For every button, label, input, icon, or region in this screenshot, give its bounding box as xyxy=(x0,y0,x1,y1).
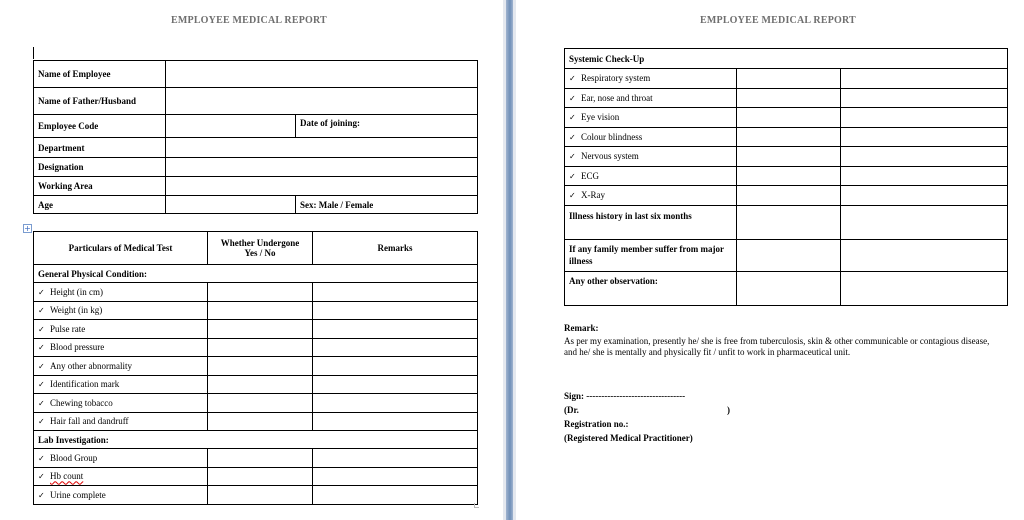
field-other-observation-remarks[interactable] xyxy=(841,271,1008,305)
systemic-test-status-cell[interactable] xyxy=(737,127,841,147)
systemic-test-label-cell xyxy=(565,147,737,167)
general-test-row xyxy=(34,412,478,431)
checkmark-icon: ✓ xyxy=(569,171,576,181)
label-working-area: Working Area xyxy=(34,177,166,196)
general-test-label-cell xyxy=(34,394,208,413)
employee-details-table xyxy=(33,60,478,214)
checkmark-icon: ✓ xyxy=(38,287,45,297)
page-corner-mark xyxy=(474,503,479,508)
label-father-husband: Name of Father/Husband xyxy=(34,88,166,115)
checkmark-icon: ✓ xyxy=(38,490,45,500)
general-test-status-cell[interactable] xyxy=(208,338,313,357)
field-illness-history-status[interactable] xyxy=(737,205,841,239)
general-test-status-cell[interactable] xyxy=(208,412,313,431)
systemic-test-remarks-cell[interactable] xyxy=(841,166,1008,186)
lab-test-status-cell[interactable] xyxy=(208,486,313,505)
lab-test-remarks-cell[interactable] xyxy=(313,449,478,468)
systemic-test-label: Nervous system xyxy=(581,151,639,162)
checkmark-icon: ✓ xyxy=(38,361,45,371)
checkmark-icon: ✓ xyxy=(569,191,576,201)
general-test-remarks-cell[interactable] xyxy=(313,357,478,376)
lab-test-label: Urine complete xyxy=(50,489,106,500)
systemic-items-group xyxy=(565,69,1008,206)
general-test-status-cell[interactable] xyxy=(208,375,313,394)
general-test-row xyxy=(34,301,478,320)
header-yes-no-label: Yes / No xyxy=(244,248,276,258)
general-test-row xyxy=(34,320,478,339)
table-move-handle-icon[interactable]: + xyxy=(24,224,31,233)
label-employee-name: Name of Employee xyxy=(34,61,166,88)
systemic-test-remarks-cell[interactable] xyxy=(841,186,1008,206)
label-other-observation: Any other observation: xyxy=(565,271,737,305)
field-family-illness-remarks[interactable] xyxy=(841,239,1008,271)
systemic-test-row xyxy=(565,127,1008,147)
systemic-test-label: Respiratory system xyxy=(581,73,651,84)
systemic-test-label-cell xyxy=(565,88,737,108)
systemic-test-status-cell[interactable] xyxy=(737,108,841,128)
systemic-checkup-table xyxy=(564,48,1008,306)
general-test-remarks-cell[interactable] xyxy=(313,394,478,413)
general-test-status-cell[interactable] xyxy=(208,320,313,339)
systemic-test-label: ECG xyxy=(581,170,599,181)
systemic-test-label-cell xyxy=(565,127,737,147)
systemic-test-status-cell[interactable] xyxy=(737,88,841,108)
label-sex[interactable]: Sex: Male / Female xyxy=(296,196,478,214)
general-test-remarks-cell[interactable] xyxy=(313,412,478,431)
section-general-physical: General Physical Condition: xyxy=(34,265,478,283)
lab-test-remarks-cell[interactable] xyxy=(313,486,478,505)
label-date-of-joining[interactable]: Date of joining: xyxy=(296,115,478,138)
checkmark-icon: ✓ xyxy=(569,74,576,84)
lab-test-status-cell[interactable] xyxy=(208,449,313,468)
systemic-test-label: Eye vision xyxy=(581,112,620,123)
field-department[interactable] xyxy=(166,138,478,158)
doctor-name-close: ) xyxy=(727,405,730,415)
field-other-observation-status[interactable] xyxy=(737,271,841,305)
header-remarks: Remarks xyxy=(313,232,478,265)
text-cursor xyxy=(33,47,34,59)
document-page-left xyxy=(0,0,503,520)
label-age: Age xyxy=(34,196,166,214)
checkmark-icon: ✓ xyxy=(569,132,576,142)
checkmark-icon: ✓ xyxy=(38,324,45,334)
systemic-test-status-cell[interactable] xyxy=(737,69,841,89)
registration-number[interactable]: Registration no.: xyxy=(564,419,629,429)
section-lab-investigation: Lab Investigation: xyxy=(34,431,478,449)
general-test-remarks-cell[interactable] xyxy=(313,283,478,302)
general-test-status-cell[interactable] xyxy=(208,301,313,320)
lab-test-row xyxy=(34,486,478,505)
label-illness-history: Illness history in last six months xyxy=(565,205,737,239)
general-test-label: Pulse rate xyxy=(50,323,86,334)
header-particulars: Particulars of Medical Test xyxy=(34,232,208,265)
systemic-test-label-cell xyxy=(565,186,737,206)
lab-test-row xyxy=(34,449,478,468)
lab-test-label-cell xyxy=(34,467,208,486)
document-page-right xyxy=(516,0,1024,520)
field-working-area[interactable] xyxy=(166,177,478,196)
doctor-name-open[interactable]: (Dr. xyxy=(564,405,579,415)
header-undergone-label: Whether Undergone xyxy=(220,238,300,248)
systemic-test-row xyxy=(565,108,1008,128)
systemic-test-row xyxy=(565,147,1008,167)
lab-items-group xyxy=(34,449,478,505)
checkmark-icon: ✓ xyxy=(38,453,45,463)
general-test-row xyxy=(34,357,478,376)
label-family-illness: If any family member suffer from major illness xyxy=(565,239,737,271)
checkmark-icon: ✓ xyxy=(38,343,45,353)
general-test-status-cell[interactable] xyxy=(208,357,313,376)
sign-line[interactable]: Sign: --------------------------------- xyxy=(564,391,686,401)
checkmark-icon: ✓ xyxy=(569,93,576,103)
systemic-test-remarks-cell[interactable] xyxy=(841,147,1008,167)
label-department: Department xyxy=(34,138,166,158)
general-test-label: Blood pressure xyxy=(50,342,105,353)
general-test-row xyxy=(34,338,478,357)
checkmark-icon: ✓ xyxy=(38,417,45,427)
systemic-test-label: Ear, nose and throat xyxy=(581,92,653,103)
checkmark-icon: ✓ xyxy=(38,306,45,316)
systemic-test-label-cell xyxy=(565,108,737,128)
systemic-test-row xyxy=(565,186,1008,206)
systemic-test-status-cell[interactable] xyxy=(737,147,841,167)
checkmark-icon: ✓ xyxy=(569,152,576,162)
field-family-illness-status[interactable] xyxy=(737,239,841,271)
general-items-group xyxy=(34,283,478,431)
general-test-remarks-cell[interactable] xyxy=(313,338,478,357)
systemic-test-remarks-cell[interactable] xyxy=(841,108,1008,128)
checkmark-icon: ✓ xyxy=(569,113,576,123)
remark-text: As per my examination, presently he/ she is free from tuberculosis, skin & other communicable or contagious disease, and he/ she is mentally and physically fit / unfit to work in pharmaceutical unit. xyxy=(564,336,990,357)
field-employee-code[interactable] xyxy=(166,115,296,138)
systemic-test-status-cell[interactable] xyxy=(737,166,841,186)
general-test-label: Weight (in kg) xyxy=(50,305,103,316)
page-title: EMPLOYEE MEDICAL REPORT xyxy=(171,15,327,26)
general-test-label-cell xyxy=(34,357,208,376)
general-test-row xyxy=(34,394,478,413)
general-test-label-cell xyxy=(34,375,208,394)
general-test-label: Height (in cm) xyxy=(50,286,103,297)
checkmark-icon: ✓ xyxy=(38,472,45,482)
general-test-label-cell xyxy=(34,301,208,320)
page-divider xyxy=(503,0,516,520)
systemic-test-remarks-cell[interactable] xyxy=(841,69,1008,89)
general-test-remarks-cell[interactable] xyxy=(313,375,478,394)
general-test-status-cell[interactable] xyxy=(208,394,313,413)
field-illness-history-remarks[interactable] xyxy=(841,205,1008,239)
field-age[interactable] xyxy=(166,196,296,214)
systemic-test-row xyxy=(565,88,1008,108)
general-test-remarks-cell[interactable] xyxy=(313,320,478,339)
general-test-row xyxy=(34,283,478,302)
general-test-status-cell[interactable] xyxy=(208,283,313,302)
header-whether-undergone xyxy=(208,232,313,265)
general-test-label-cell xyxy=(34,320,208,339)
lab-test-label-cell xyxy=(34,486,208,505)
systemic-test-label-cell xyxy=(565,69,737,89)
general-test-label: Identification mark xyxy=(50,379,120,390)
medical-test-table xyxy=(33,231,478,505)
general-test-label: Hair fall and dandruff xyxy=(50,416,129,427)
checkmark-icon: ✓ xyxy=(38,398,45,408)
page-title: EMPLOYEE MEDICAL REPORT xyxy=(700,15,856,26)
label-designation: Designation xyxy=(34,158,166,177)
lab-test-row xyxy=(34,467,478,486)
header-systemic-checkup: Systemic Check-Up xyxy=(565,49,1008,69)
field-father-husband[interactable] xyxy=(166,88,478,115)
lab-test-label: Hb count xyxy=(50,471,84,482)
general-test-label-cell xyxy=(34,338,208,357)
systemic-test-status-cell[interactable] xyxy=(737,186,841,206)
systemic-test-remarks-cell[interactable] xyxy=(841,88,1008,108)
practitioner-label: (Registered Medical Practitioner) xyxy=(564,433,693,443)
general-test-label-cell xyxy=(34,412,208,431)
systemic-test-label-cell xyxy=(565,166,737,186)
systemic-test-label: X-Ray xyxy=(581,190,605,201)
label-employee-code: Employee Code xyxy=(34,115,166,138)
lab-test-status-cell[interactable] xyxy=(208,467,313,486)
systemic-test-remarks-cell[interactable] xyxy=(841,127,1008,147)
remark-label: Remark: xyxy=(564,323,599,333)
field-designation[interactable] xyxy=(166,158,478,177)
lab-test-remarks-cell[interactable] xyxy=(313,467,478,486)
general-test-label: Any other abnormality xyxy=(50,360,132,371)
systemic-test-label: Colour blindness xyxy=(581,131,643,142)
field-employee-name[interactable] xyxy=(166,61,478,88)
systemic-test-row xyxy=(565,69,1008,89)
general-test-label: Chewing tobacco xyxy=(50,397,113,408)
general-test-row xyxy=(34,375,478,394)
systemic-test-row xyxy=(565,166,1008,186)
general-test-label-cell xyxy=(34,283,208,302)
lab-test-label-cell xyxy=(34,449,208,468)
general-test-remarks-cell[interactable] xyxy=(313,301,478,320)
checkmark-icon: ✓ xyxy=(38,380,45,390)
lab-test-label: Blood Group xyxy=(50,452,98,463)
